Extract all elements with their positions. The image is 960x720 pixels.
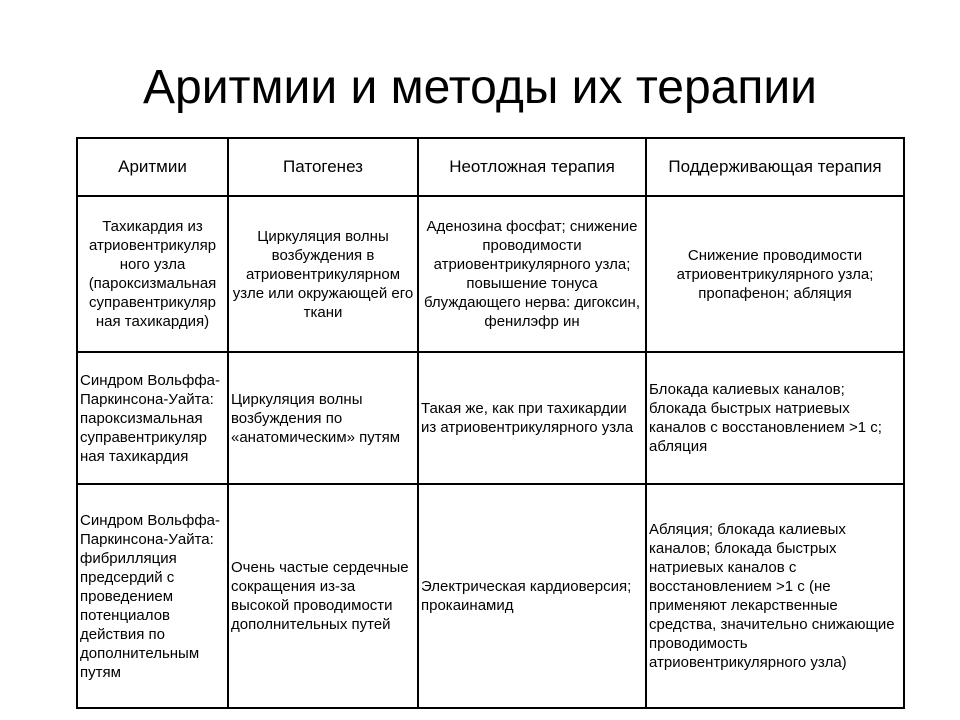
table-cell: Очень частые сердечные сокращения из-за высокой проводимости дополнительных путей <box>228 484 418 708</box>
table-cell: Синдром Вольффа-Паркинсона-Уайта: пароксизмальная суправентрикуляр ная тахикардия <box>77 352 228 484</box>
header-cell-pathogenesis: Патогенез <box>228 138 418 196</box>
table-cell: Снижение проводимости атриовентрикулярного узла; пропафенон; абляция <box>646 196 904 352</box>
table-cell: Синдром Вольффа-Паркинсона-Уайта: фибрилляция предсердий с проведением потенциалов действия по дополнительным путям <box>77 484 228 708</box>
header-cell-emergency-therapy: Неотложная терапия <box>418 138 646 196</box>
table-cell: Электрическая кардиоверсия; прокаинамид <box>418 484 646 708</box>
table-row <box>77 352 904 484</box>
slide-title: Аритмии и методы их терапии <box>143 61 817 114</box>
table-cell: Тахикардия из атриовентрикуляр ного узла (пароксизмальная суправентрикуляр ная тахикардия) <box>77 196 228 352</box>
table-header-row <box>77 138 904 196</box>
table-row <box>77 484 904 708</box>
table-cell: Циркуляция волны возбуждения в атриовентрикулярном узле или окружающей его ткани <box>228 196 418 352</box>
table-cell: Такая же, как при тахикардии из атриовентрикулярного узла <box>418 352 646 484</box>
table-cell: Аденозина фосфат; снижение проводимости атриовентрикулярного узла; повышение тонуса блуждающего нерва: дигоксин, фенилэфр ин <box>418 196 646 352</box>
table-cell: Абляция; блокада калиевых каналов; блокада быстрых натриевых каналов с восстановлением >1 с (не применяют лекарственные средства, значительно снижающие проводимость атриовентрикулярного узла) <box>646 484 904 708</box>
table-cell: Блокада калиевых каналов; блокада быстрых натриевых каналов с восстановлением >1 с; абляция <box>646 352 904 484</box>
therapy-table <box>76 137 905 709</box>
table-row <box>77 196 904 352</box>
header-cell-maintenance-therapy: Поддерживающая терапия <box>646 138 904 196</box>
table-cell: Циркуляция волны возбуждения по «анатомическим» путям <box>228 352 418 484</box>
header-cell-arrhythmias: Аритмии <box>77 138 228 196</box>
